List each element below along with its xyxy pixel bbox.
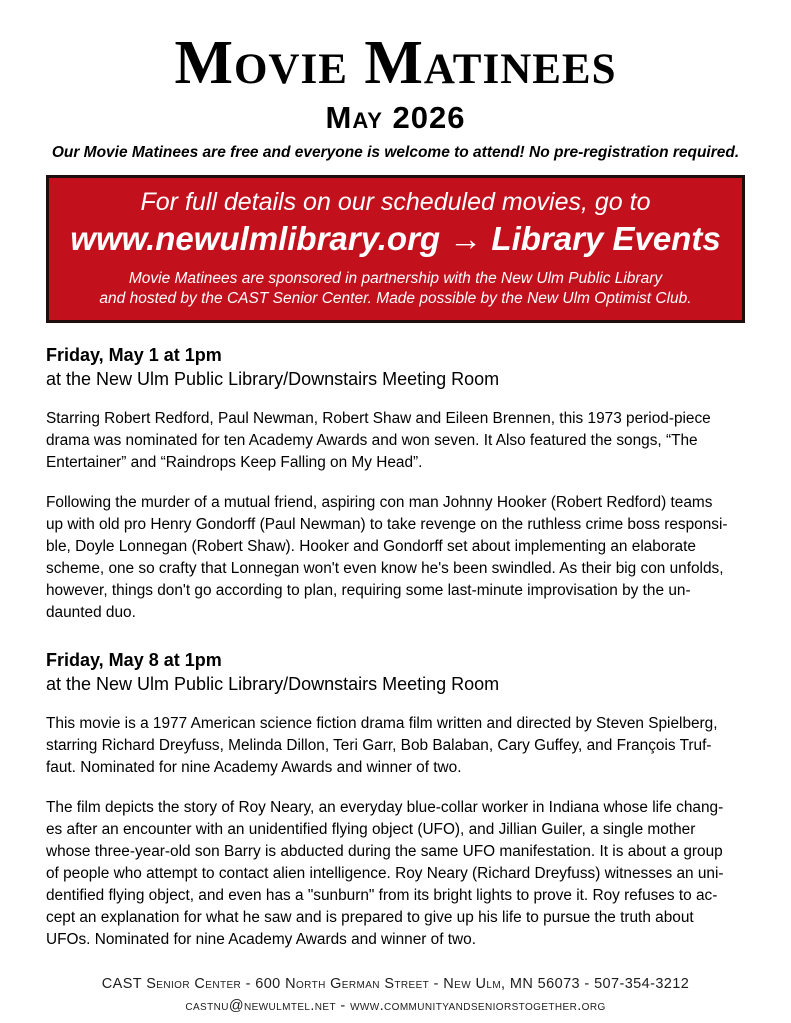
event-date-heading: Friday, May 8 at 1pm: [46, 649, 222, 670]
masthead: [0, 0, 791, 163]
event-section: [46, 649, 745, 951]
paragraph-line: The film depicts the story of Roy Neary, an everyday blue-collar worker in Indiana whose life chang-: [46, 798, 724, 816]
event-location: at the New Ulm Public Library/Downstairs Meeting Room: [46, 673, 500, 694]
event-section: [46, 344, 745, 624]
paragraph-line: Entertainer” and “Raindrops Keep Falling on My Head”.: [46, 453, 423, 471]
footer-contact-line: CAST Senior Center - 600 North German Street - New Ulm, MN 56073 - 507-354-3212: [101, 975, 690, 992]
paragraph-line: scheme, one so crafty that Lonnegan won't even know he's been swindled. As their big con unfolds,: [46, 559, 724, 577]
paragraph-line: starring Richard Dreyfuss, Melinda Dillon, Teri Garr, Bob Balaban, Cary Guffey, and François Truf-: [46, 736, 712, 754]
event-paragraphs: [46, 713, 745, 951]
banner-intro-line: For full details on our scheduled movies, go to: [140, 187, 651, 216]
page-footer: [0, 973, 791, 1017]
paragraph-line: This movie is a 1977 American science fiction drama film written and directed by Steven Spielberg,: [46, 714, 718, 732]
event-paragraph: [46, 713, 745, 779]
event-paragraph: [46, 492, 745, 624]
paragraph-line: however, things don't go according to plan, requiring some last-minute improvisation by the un-: [46, 581, 691, 599]
footer-web-line: castnu@newulmtel.net - www.communityandseniorstogether.org: [185, 997, 606, 1014]
banner-sponsor-text: [57, 269, 734, 309]
paragraph-line: whose three-year-old son Barry is abducted during the same UFO manifestation. It is about a group: [46, 842, 723, 860]
paragraph-line: es after an encounter with an unidentified flying object (UFO), and Jillian Guiler, a single mother: [46, 820, 696, 838]
paragraph-line: of people who attempt to contact alien intelligence. Roy Neary (Richard Dreyfuss) witnesses an uni-: [46, 864, 724, 882]
banner-url-line: www.newulmlibrary.org → Library Events: [70, 219, 721, 257]
event-date-heading: Friday, May 1 at 1pm: [46, 344, 222, 365]
page-title: Movie Matinees: [174, 29, 617, 97]
events: [0, 344, 791, 951]
event-paragraph: [46, 408, 745, 474]
event-paragraph: [46, 797, 745, 951]
paragraph-line: Following the murder of a mutual friend, aspiring con man Johnny Hooker (Robert Redford) teams: [46, 493, 713, 511]
paragraph-line: drama was nominated for ten Academy Awards and won seven. It Also featured the songs, “The: [46, 431, 698, 449]
page-subtitle: May 2026: [325, 100, 466, 135]
event-paragraphs: [46, 408, 745, 624]
paragraph-line: ble, Doyle Lonnegan (Robert Shaw). Hooker and Gondorff set about implementing an elaborate: [46, 537, 696, 555]
info-banner: [46, 175, 745, 323]
paragraph-line: cept an explanation for what he saw and is prepared to give up his life to pursue the truth about: [46, 908, 694, 926]
paragraph-line: Starring Robert Redford, Paul Newman, Robert Shaw and Eileen Brennen, this 1973 period-piece: [46, 409, 711, 427]
event-location: at the New Ulm Public Library/Downstairs Meeting Room: [46, 368, 500, 389]
tagline: Our Movie Matinees are free and everyone is welcome to attend! No pre-registration required.: [51, 144, 740, 162]
paragraph-line: faut. Nominated for nine Academy Awards and winner of two.: [46, 758, 462, 776]
paragraph-line: UFOs. Nominated for nine Academy Awards and winner of two.: [46, 930, 477, 948]
paragraph-line: dentified flying object, and even has a "sunburn" from its bright lights to prove it. Roy refuses to ac-: [46, 886, 718, 904]
paragraph-line: up with old pro Henry Gondorff (Paul Newman) to take revenge on the ruthless crime boss responsi-: [46, 515, 728, 533]
paragraph-line: daunted duo.: [46, 603, 136, 621]
sponsor-line: Movie Matinees are sponsored in partnership with the New Ulm Public Library: [128, 269, 663, 287]
sponsor-line: and hosted by the CAST Senior Center. Made possible by the New Ulm Optimist Club.: [99, 289, 692, 307]
